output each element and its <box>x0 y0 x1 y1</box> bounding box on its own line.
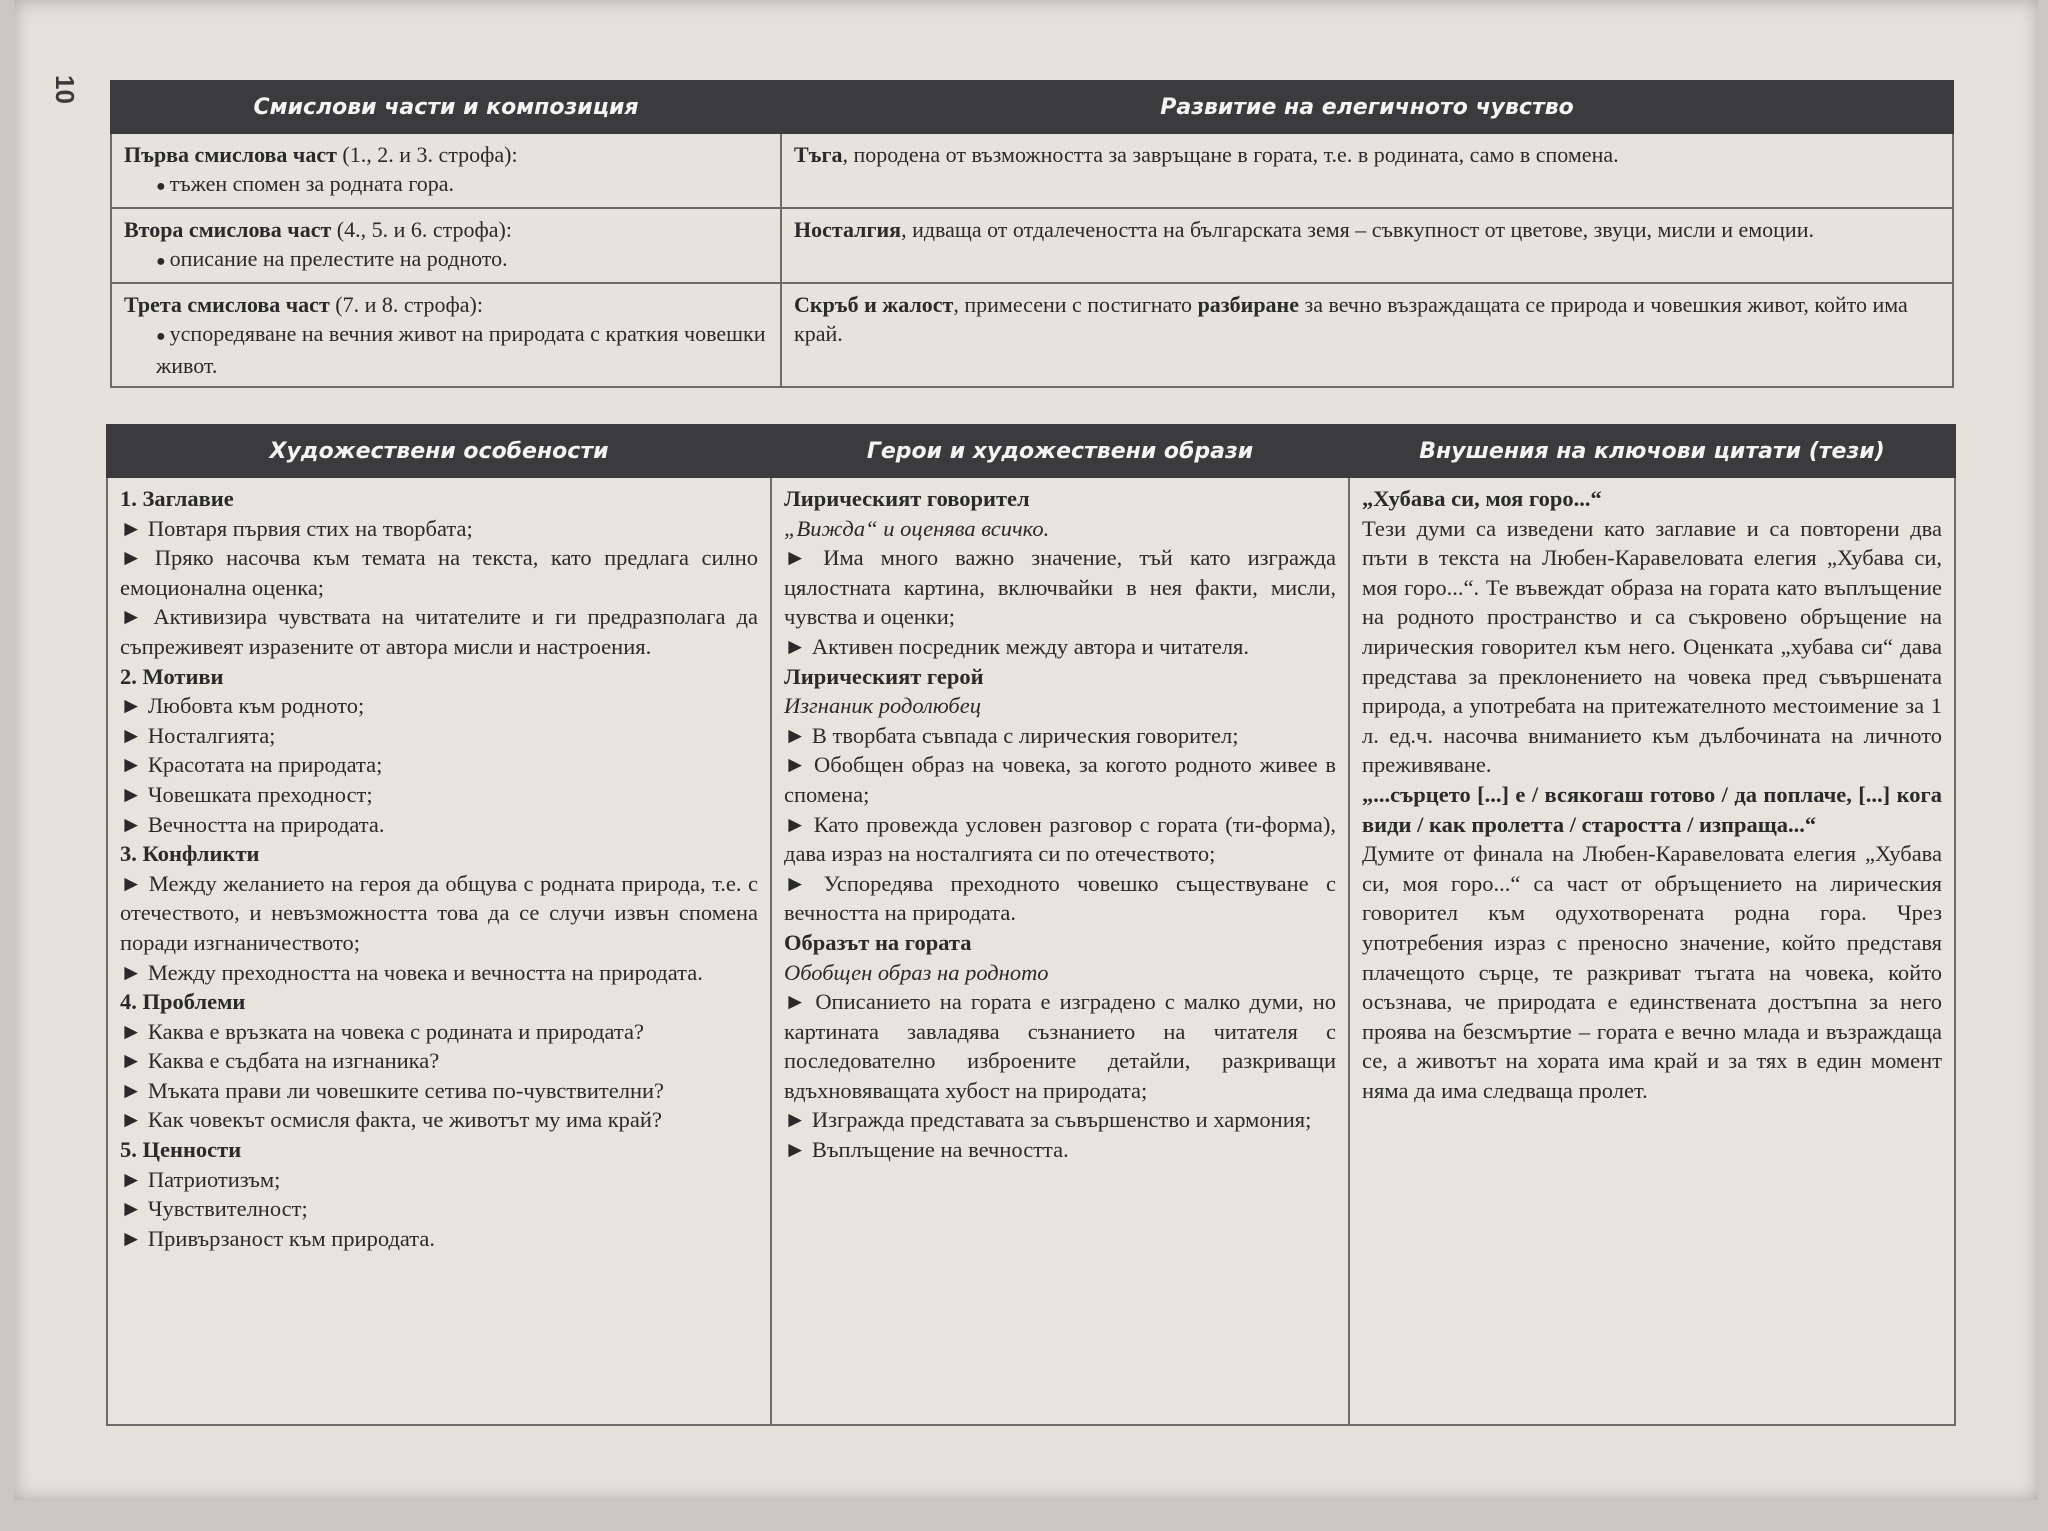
feeling-cell: Носталгия, идваща от отдалечеността на българската земя – съвкупност от цветове, звуци, мисли и емоции. <box>781 208 1953 283</box>
table-row <box>107 477 1955 1425</box>
artistic-features-cell <box>107 477 771 1425</box>
list-item: ► Между преходността на човека и вечността на природата. <box>120 958 758 988</box>
list-item: ► Описанието на гората е изградено с малко думи, но картината завладява съзнанието на читателя с последователно изброените детайли, разкриващи вдъхновяващата хубост на природата; <box>784 987 1336 1105</box>
section-subtitle: Изгнаник родолюбец <box>784 693 981 719</box>
composition-table <box>110 80 1954 388</box>
part-cell: Трета смислова част (7. и 8. строфа): ● успоредяване на вечния живот на природата с краткия човешки живот. <box>111 283 781 387</box>
quote-text: Думите от финала на Любен-Каравеловата елегия „Хубава си, моя горо...“ са част от обръщението на лирическия говорител към одухотворената родна гора. Чрез употребения израз с преносно значение, който представя плачещото сърце, те разкриват тъгата на човека, който осъзнава, че природата е единствената достъпна за него проява на безсмъртие – гората е вечно млада и възраждаща се, а животът на хората има край и за тях в един момент няма да има следваща пролет. <box>1362 841 1942 1103</box>
list-item: ► Повтаря първия стих на творбата; <box>120 514 758 544</box>
section-subtitle: Обобщен образ на родното <box>784 959 1049 985</box>
part-cell: Втора смислова част (4., 5. и 6. строфа): ● описание на прелестите на родното. <box>111 208 781 283</box>
section-title: 4. Проблеми <box>120 989 246 1015</box>
header-composition: Смислови части и композиция <box>111 81 781 133</box>
list-item: ► Носталгията; <box>120 721 758 751</box>
section-title: Лирическият герой <box>784 663 984 689</box>
book-page <box>14 0 2038 1500</box>
list-item: ► Как човекът осмисля факта, че животът му има край? <box>120 1105 758 1135</box>
list-item: ► Красотата на природата; <box>120 750 758 780</box>
list-item: ► Любовта към родното; <box>120 691 758 721</box>
feeling-cell: Тъга, породена от възможността за завръщане в гората, т.е. в родината, само в спомена. <box>781 133 1953 208</box>
list-item: ► Успоредява преходното човешко съществуване с вечността на природата. <box>784 869 1336 928</box>
header-key-quotes: Внушения на ключови цитати (тези) <box>1349 425 1955 477</box>
list-item: ► Има много важно значение, тъй като изгражда цялостната картина, включвайки в нея факти, мисли, чувства и оценки; <box>784 543 1336 632</box>
section-title: 1. Заглавие <box>120 486 234 511</box>
list-item: ► В творбата съвпада с лирическия говорител; <box>784 721 1336 751</box>
list-item: ► Патриотизъм; <box>120 1165 758 1195</box>
table-row <box>111 133 1953 208</box>
quote-title: „Хубава си, моя горо...“ <box>1362 486 1602 511</box>
list-item: ► Като провежда условен разговор с гората (ти-форма), дава израз на носталгията си по отечеството; <box>784 810 1336 869</box>
list-item: ► Въплъщение на вечността. <box>784 1135 1336 1165</box>
list-item: ► Привързаност към природата. <box>120 1224 758 1254</box>
key-quotes-cell <box>1349 477 1955 1425</box>
list-item: ► Вечността на природата. <box>120 810 758 840</box>
header-artistic-features: Художествени особености <box>107 425 771 477</box>
section-title: 2. Мотиви <box>120 663 224 689</box>
quote-title: „...сърцето [...] е / всякогаш готово / да поплаче, [...] кога види / как пролетта / старостта / изпраща...“ <box>1362 781 1942 837</box>
section-title: Образът на гората <box>784 929 972 955</box>
list-item: ► Обобщен образ на човека, за когото родното живее в спомена; <box>784 750 1336 809</box>
header-heroes-images: Герои и художествени образи <box>771 425 1349 477</box>
header-elegiac-feeling: Развитие на елегичното чувство <box>781 81 1953 133</box>
list-item: ► Мъката прави ли човешките сетива по-чувствителни? <box>120 1076 758 1106</box>
analysis-table <box>106 424 1956 1426</box>
section-title: Лирическият говорител <box>784 486 1030 511</box>
list-item: ► Чувствителност; <box>120 1194 758 1224</box>
list-item: ► Пряко насочва към темата на текста, като предлага силно емоционална оценка; <box>120 543 758 602</box>
section-title: 3. Конфликти <box>120 841 260 867</box>
list-item: ► Каква е съдбата на изгнаника? <box>120 1046 758 1076</box>
list-item: ► Изгражда представата за съвършенство и хармония; <box>784 1105 1336 1135</box>
feeling-cell: Скръб и жалост, примесени с постигнато разбиране за вечно възраждащата се природа и човешкия живот, който има край. <box>781 283 1953 387</box>
list-item: ► Активизира чувствата на читателите и ги предразполага да съпреживеят изразените от автора мисли и настроения. <box>120 602 758 661</box>
list-item: ► Между желанието на героя да общува с родната природа, т.е. с отечеството, и невъзможността това да се случи извън спомена поради изгнаничеството; <box>120 869 758 958</box>
quote-text: Тези думи са изведени като заглавие и са повторени два пъти в текста на Любен-Каравеловата елегия „Хубава си, моя горо...“. Те въвеждат образа на гората като въплъщение на родното пространство и са съкровено обръщение на лирическия говорител към него. Оценката „хубава си“ дава представа за преклонението на човека пред съвършената природа, а употребата на притежателното местоимение за 1 л. ед.ч. насочва вниманието към дълбочината на личното преживяване. <box>1362 515 1942 778</box>
table-row <box>111 208 1953 283</box>
table-row <box>111 283 1953 387</box>
heroes-images-cell <box>771 477 1349 1425</box>
part-cell: Първа смислова част (1., 2. и 3. строфа): ● тъжен спомен за родната гора. <box>111 133 781 208</box>
list-item: ► Активен посредник между автора и читателя. <box>784 632 1336 662</box>
page-number: 10 <box>49 75 80 104</box>
section-subtitle: „Вижда“ и оценява всичко. <box>784 515 1050 541</box>
section-title: 5. Ценности <box>120 1137 242 1163</box>
list-item: ► Човешката преходност; <box>120 780 758 810</box>
list-item: ► Каква е връзката на човека с родината и природата? <box>120 1017 758 1047</box>
